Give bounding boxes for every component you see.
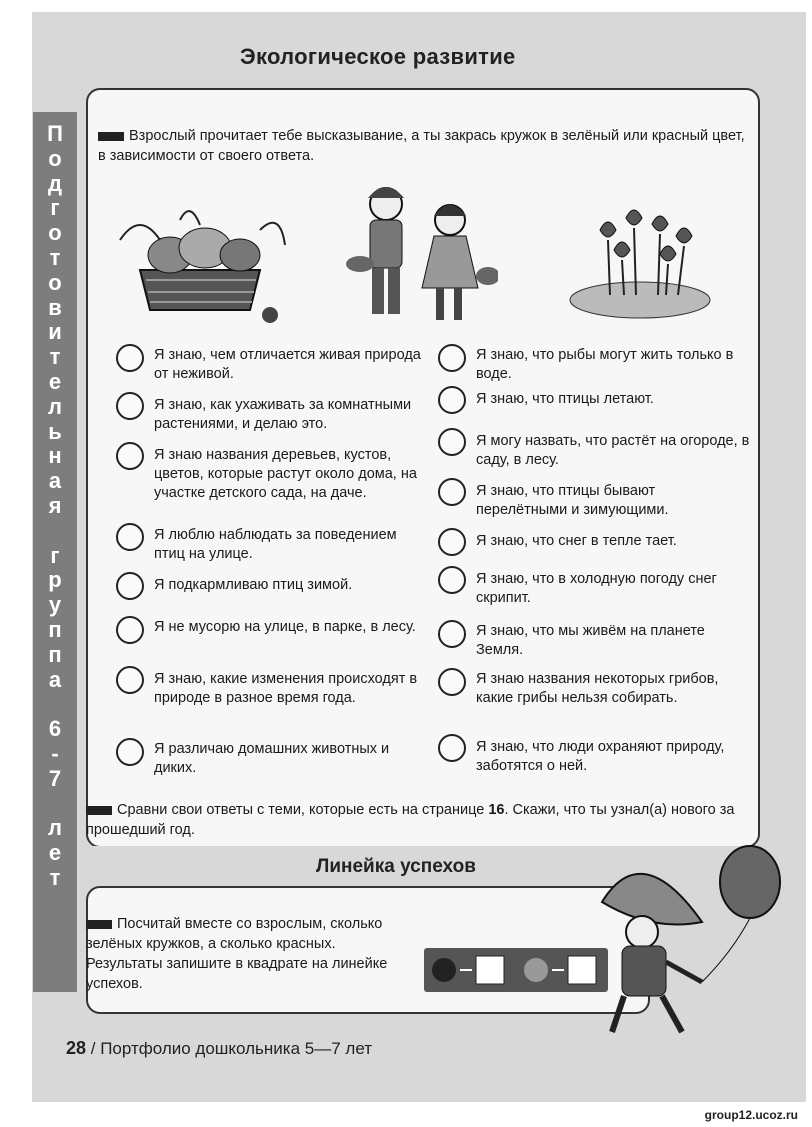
instruction-1 [98, 126, 746, 166]
sidebar-letter: в [48, 294, 62, 320]
answer-circle[interactable] [116, 523, 144, 551]
left-item-1: Я знаю, чем отличается живая природа от неживой. [154, 347, 421, 382]
sidebar-letter: г [50, 542, 60, 568]
instruction-2-text-a: Сравни свои ответы с теми, которые есть на странице [117, 802, 489, 818]
sidebar-letter: - [51, 740, 59, 766]
sidebar-letter: р [48, 567, 62, 593]
answer-circle[interactable] [116, 616, 144, 644]
bullet-icon [86, 920, 112, 929]
sidebar-letter: д [48, 170, 62, 196]
answer-circle[interactable] [438, 528, 466, 556]
instruction-3-text: Посчитай вместе со взрослым, сколько зелёных кружков, а сколько красных. Результаты запишите в квадрате на линейке успехов. [86, 916, 388, 992]
left-item-7: Я знаю, какие изменения происходят в природе в разное время года. [154, 671, 418, 706]
instruction-2 [86, 800, 752, 840]
red-circle-icon [524, 958, 548, 982]
sidebar-letter: л [48, 393, 62, 419]
footer [66, 1038, 372, 1059]
instruction-3 [86, 914, 410, 994]
sidebar-letter: я [48, 492, 62, 518]
right-item-3: Я могу назвать, что растёт на огороде, в саду, в лесу. [476, 433, 750, 468]
gnome-with-balloon-illustration [582, 842, 792, 1047]
right-item-9: Я знаю, что люди охраняют природу, заботятся о ней. [476, 739, 725, 774]
sidebar-letter: т [49, 864, 61, 890]
sidebar-label [33, 122, 77, 891]
answer-circle[interactable] [116, 572, 144, 600]
right-item-7: Я знаю, что мы живём на планете Земля. [476, 623, 705, 658]
sidebar-letter: е [48, 368, 62, 394]
right-item-5: Я знаю, что снег в тепле тает. [476, 533, 677, 549]
green-count-box[interactable] [476, 956, 504, 984]
answer-circle[interactable] [438, 428, 466, 456]
sidebar-letter: п [48, 616, 62, 642]
answer-circle[interactable] [116, 344, 144, 372]
answer-circle[interactable] [438, 386, 466, 414]
instruction-2-text-b: . Скажи, что ты узнал(а) нового за прошедший год. [86, 802, 735, 838]
right-item-6: Я знаю, что в холодную погоду снег скрипит. [476, 571, 717, 606]
sidebar-letter: П [47, 121, 63, 146]
tulips-illustration [560, 200, 720, 325]
right-item-1: Я знаю, что рыбы могут жить только в воде. [476, 347, 734, 382]
footer-text: / Портфолио дошкольника 5—7 лет [90, 1039, 373, 1058]
answer-circle[interactable] [116, 392, 144, 420]
children-illustration [338, 176, 498, 331]
sidebar-letter: т [49, 344, 61, 370]
sidebar-letter: п [48, 641, 62, 667]
right-item-4: Я знаю, что птицы бывают перелётными и зимующими. [476, 483, 669, 518]
page-title: Экологическое развитие [240, 44, 516, 69]
sidebar-letter [33, 792, 77, 817]
success-ladder-graphic [424, 948, 608, 992]
page-number: 28 [66, 1038, 87, 1058]
sidebar-letter [33, 692, 77, 717]
sidebar-letter: о [48, 269, 62, 295]
sidebar-letter: а [48, 468, 62, 494]
sidebar-letter: 6 [48, 716, 62, 742]
sidebar-letter: о [48, 145, 62, 171]
sidebar-letter: г [50, 195, 60, 221]
left-item-2: Я знаю, как ухаживать за комнатными растениями, и делаю это. [154, 397, 412, 432]
left-item-4: Я люблю наблюдать за поведением птиц на улице. [154, 527, 397, 562]
sidebar-letter: л [48, 815, 62, 841]
answer-circle[interactable] [438, 566, 466, 594]
sidebar-letter: и [48, 319, 62, 345]
answer-circle[interactable] [438, 620, 466, 648]
bullet-icon [98, 132, 124, 141]
success-ladder-title: Линейка успехов [316, 856, 476, 877]
answer-circle[interactable] [116, 666, 144, 694]
sidebar-letter: а [48, 666, 62, 692]
right-item-2: Я знаю, что птицы летают. [476, 391, 654, 407]
watermark: group12.ucoz.ru [704, 1108, 798, 1122]
green-circle-icon [432, 958, 456, 982]
answer-circle[interactable] [438, 734, 466, 762]
sidebar-letter: н [48, 443, 62, 469]
flower-basket-illustration [110, 200, 290, 325]
sidebar-letter: о [48, 220, 62, 246]
answer-circle[interactable] [438, 668, 466, 696]
sidebar-letter: 7 [48, 765, 62, 791]
sidebar-letter: е [48, 840, 62, 866]
sidebar-band [33, 112, 77, 992]
answer-circle[interactable] [116, 738, 144, 766]
right-item-8: Я знаю названия некоторых грибов, какие грибы нельзя собирать. [476, 671, 719, 706]
success-ladder [424, 948, 608, 992]
sidebar-letter: ь [48, 418, 62, 444]
sidebar-letter: у [48, 592, 62, 618]
left-item-5: Я подкармливаю птиц зимой. [154, 577, 353, 593]
answer-circle[interactable] [438, 344, 466, 372]
bullet-icon [86, 806, 112, 815]
answer-circle[interactable] [116, 442, 144, 470]
sidebar-letter [33, 519, 77, 544]
sidebar-letter: т [49, 244, 61, 270]
left-item-3: Я знаю названия деревьев, кустов, цветов, которые растут около дома, на участке детского сада, на даче. [154, 447, 417, 501]
left-item-8: Я различаю домашних животных и диких. [154, 741, 390, 776]
answer-circle[interactable] [438, 478, 466, 506]
instruction-1-text: Взрослый прочитает тебе высказывание, а ты закрась кружок в зелёный или красный цвет, в зависимости от своего ответа. [98, 128, 745, 164]
left-item-6: Я не мусорю на улице, в парке, в лесу. [154, 619, 416, 635]
instruction-2-page-ref: 16 [488, 802, 505, 818]
